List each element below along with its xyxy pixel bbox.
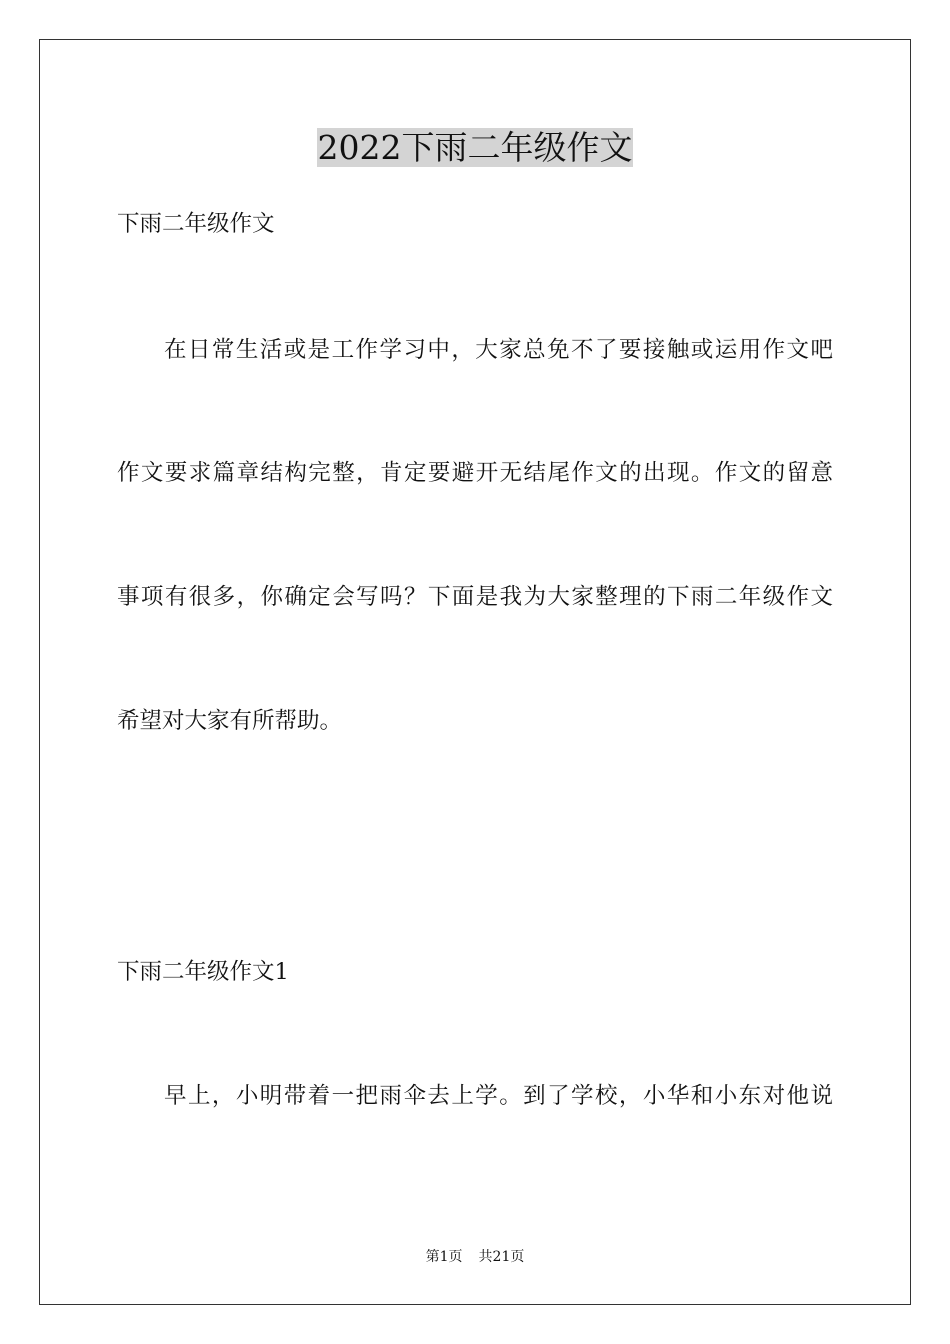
- paragraph-line: 作文要求篇章结构完整，肯定要避开无结尾作文的出现。作文的留意: [117, 460, 833, 486]
- section-heading: 下雨二年级作文1: [117, 959, 289, 985]
- document-title: [0, 126, 950, 170]
- page-number: 第1页: [425, 1249, 463, 1265]
- paragraph-line: 早上，小明带着一把雨伞去上学。到了学校，小华和小东对他说: [164, 1083, 833, 1109]
- paragraph-line: 事项有很多，你确定会写吗？下面是我为大家整理的下雨二年级作文: [117, 584, 833, 610]
- page-total: 共21页: [478, 1249, 525, 1265]
- paragraph-line: 在日常生活或是工作学习中，大家总免不了要接触或运用作文吧: [164, 337, 833, 363]
- document-title-text: 2022下雨二年级作文: [317, 128, 633, 167]
- document-heading: 下雨二年级作文: [117, 211, 275, 237]
- page-footer: [0, 1248, 950, 1266]
- paragraph-line: 希望对大家有所帮助。: [117, 708, 343, 734]
